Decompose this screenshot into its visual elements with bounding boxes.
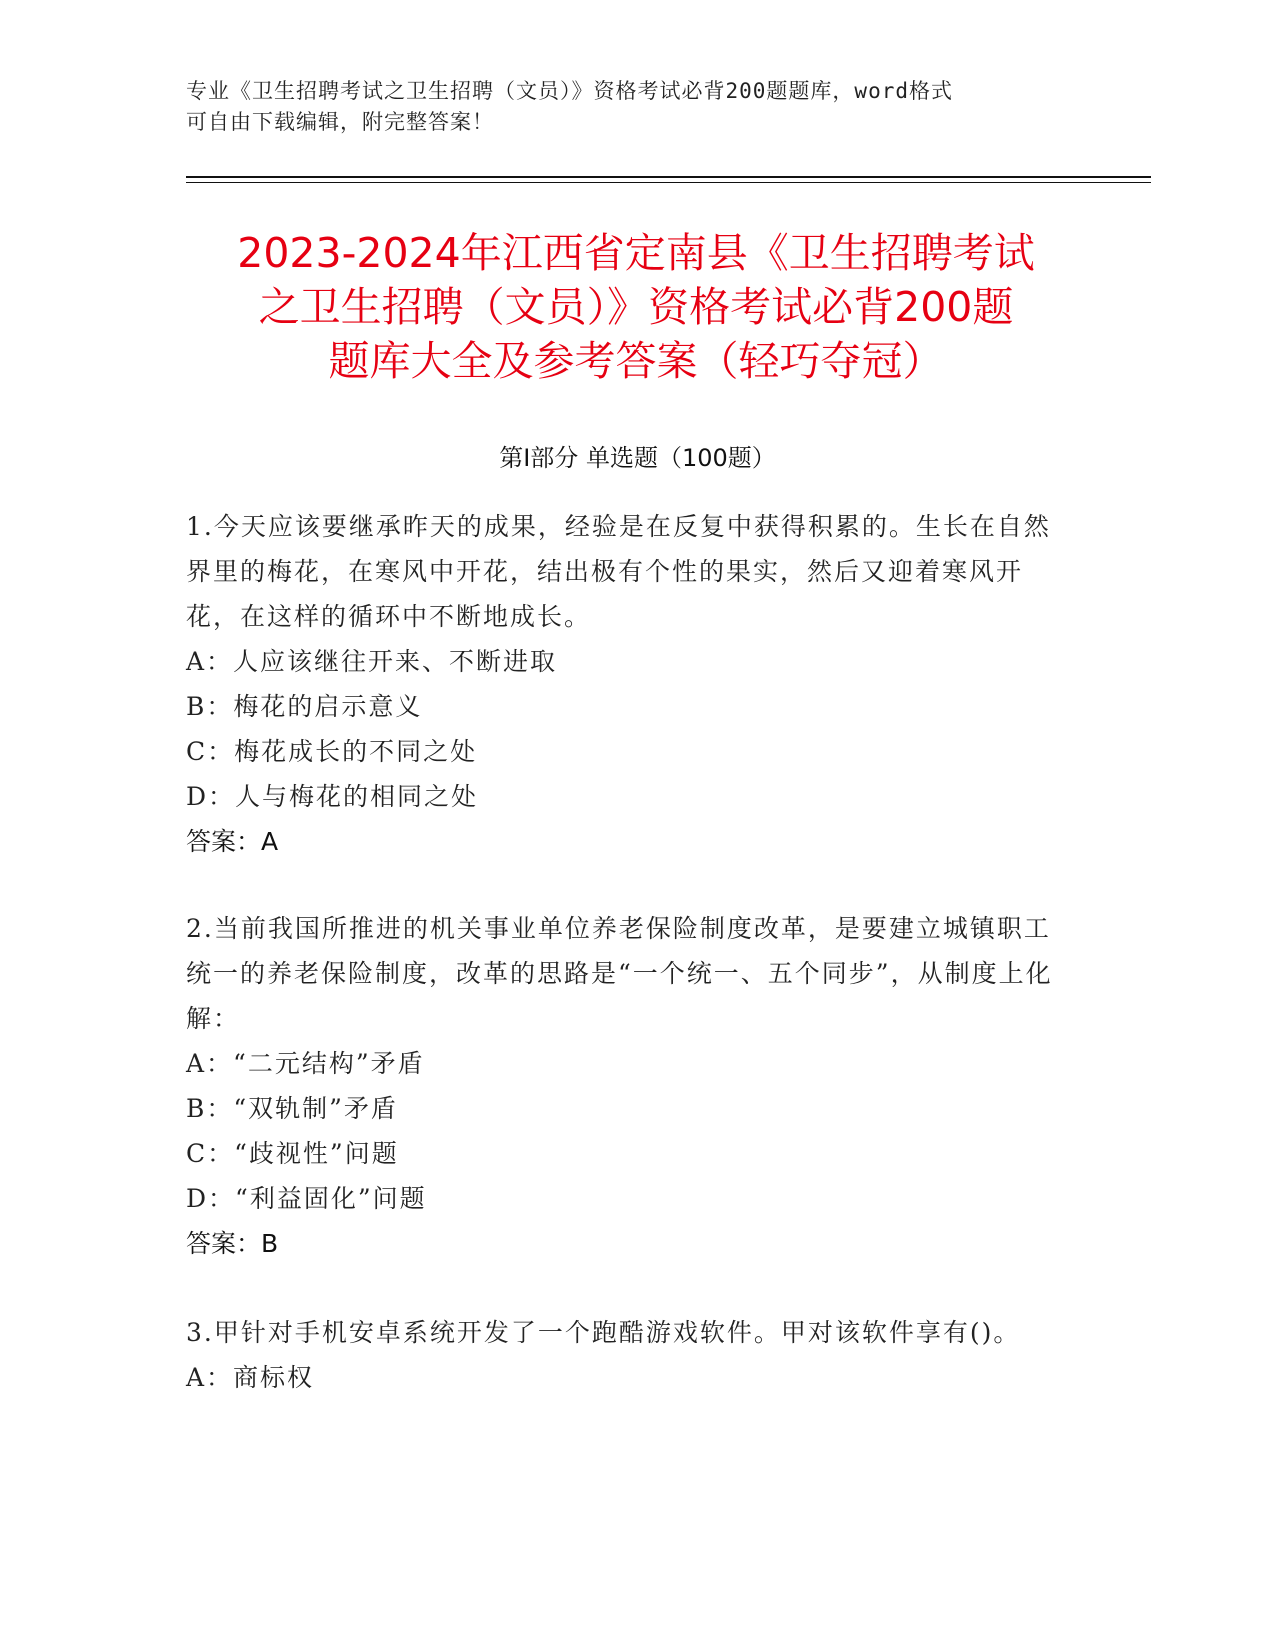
answer: 答案：B (186, 1229, 279, 1258)
question-1 (186, 504, 1066, 864)
option-c: C：“歧视性”问题 (186, 1139, 399, 1168)
option-b: B：梅花的启示意义 (186, 692, 423, 721)
option-b: B：“双轨制”矛盾 (186, 1094, 398, 1123)
option-a: A：“二元结构”矛盾 (186, 1049, 425, 1078)
option-d: D：人与梅花的相同之处 (186, 782, 479, 811)
option-c: C：梅花成长的不同之处 (186, 737, 478, 766)
question-stem: 2.当前我国所推进的机关事业单位养老保险制度改革，是要建立城镇职工统一的养老保险制度，改革的思路是“一个统一、五个同步”，从制度上化解： (186, 914, 1053, 1033)
header-divider-thick (186, 176, 1151, 178)
question-stem: 1.今天应该要继承昨天的成果，经验是在反复中获得积累的。生长在自然界里的梅花，在寒风中开花，结出极有个性的果实，然后又迎着寒风开花，在这样的循环中不断地成长。 (186, 512, 1051, 631)
title-line-1: 2023-2024年江西省定南县《卫生招聘考试 (237, 229, 1035, 277)
header-note-line-1: 专业《卫生招聘考试之卫生招聘（文员）》资格考试必背200题题库，word格式 (186, 79, 953, 103)
section-heading: 第Ⅰ部分 单选题（100题） (499, 444, 776, 472)
header-note (186, 76, 1076, 138)
answer: 答案：A (186, 827, 279, 856)
option-d: D：“利益固化”问题 (186, 1184, 427, 1213)
question-2 (186, 906, 1066, 1266)
question-3 (186, 1310, 1066, 1400)
header-divider-thin (186, 182, 1151, 183)
title-line-3: 题库大全及参考答案（轻巧夺冠） (328, 337, 944, 385)
option-a: A：商标权 (186, 1363, 315, 1392)
header-note-line-2: 可自由下载编辑，附完整答案！ (186, 110, 494, 134)
document-title (186, 226, 1086, 388)
option-a: A：人应该继往开来、不断进取 (186, 647, 558, 676)
title-line-2: 之卫生招聘（文员）》资格考试必背200题 (258, 283, 1014, 331)
question-stem: 3.甲针对手机安卓系统开发了一个跑酷游戏软件。甲对该软件享有()。 (186, 1318, 1021, 1347)
